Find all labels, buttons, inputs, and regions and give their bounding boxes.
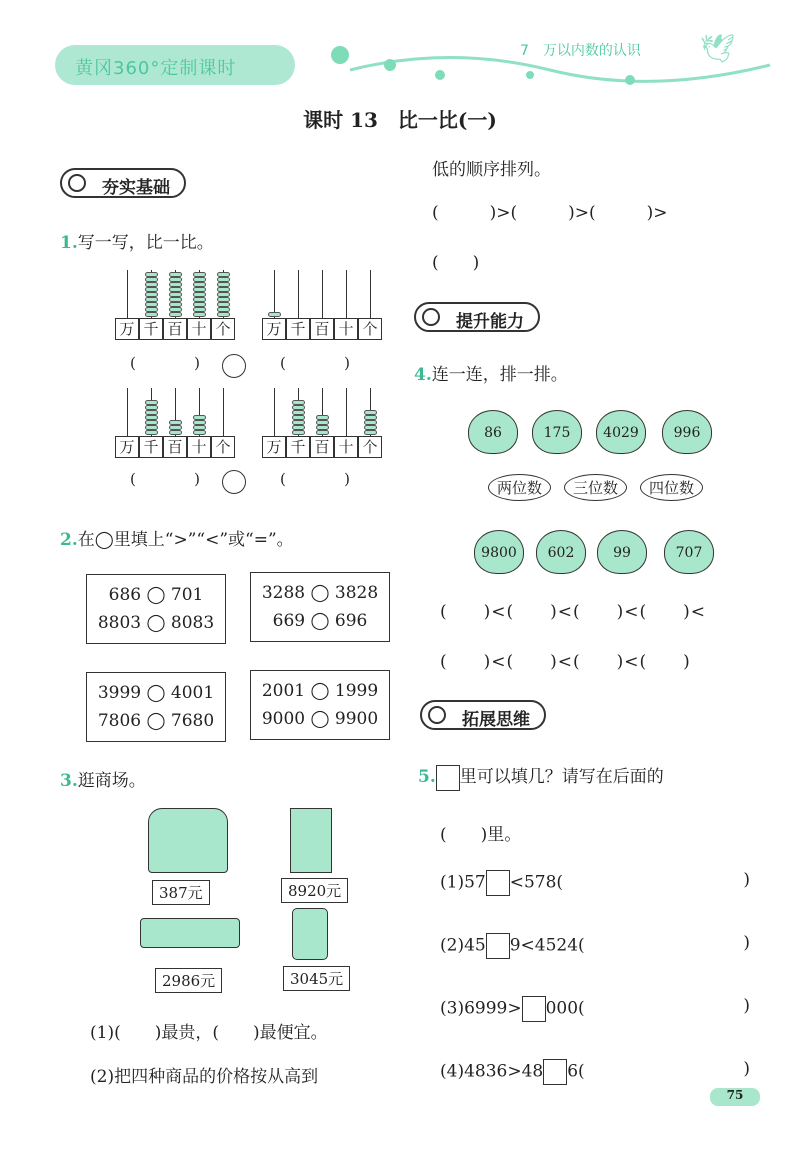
bead bbox=[193, 287, 206, 292]
place-label: 千 bbox=[139, 436, 163, 458]
bead bbox=[292, 415, 305, 420]
q3-sub2-cont: 低的顺序排列。 bbox=[432, 160, 551, 180]
bead bbox=[268, 312, 281, 317]
bead bbox=[292, 420, 305, 425]
bead bbox=[145, 415, 158, 420]
bead bbox=[292, 430, 305, 435]
bead bbox=[217, 272, 230, 277]
q5-number: 5. bbox=[418, 767, 436, 787]
bead bbox=[292, 425, 305, 430]
category-oval[interactable]: 三位数 bbox=[564, 474, 627, 501]
bead bbox=[193, 292, 206, 297]
section-extend: 拓展思维 bbox=[420, 700, 546, 730]
apple-number[interactable]: 175 bbox=[532, 410, 582, 454]
answer-blank[interactable]: ( ) bbox=[130, 470, 200, 488]
place-label: 百 bbox=[310, 318, 334, 340]
bead bbox=[193, 430, 206, 435]
abacus bbox=[115, 388, 235, 468]
q5-text: 里可以填几？请写在后面的 bbox=[459, 767, 664, 787]
answer-blank[interactable]: ( ) bbox=[280, 470, 350, 488]
bead bbox=[145, 307, 158, 312]
shirt-icon bbox=[148, 808, 228, 873]
bead bbox=[292, 400, 305, 405]
page-number: 75 bbox=[710, 1088, 760, 1106]
q3-sub1: (1)( )最贵，( )最便宜。 bbox=[90, 1023, 328, 1043]
price-tag: 2986元 bbox=[155, 968, 222, 993]
compare-card: 2001 ◯ 1999 9000 ◯ 9900 bbox=[250, 670, 390, 740]
bead bbox=[169, 302, 182, 307]
bead bbox=[145, 425, 158, 430]
bead bbox=[316, 420, 329, 425]
apple-number[interactable]: 996 bbox=[662, 410, 712, 454]
abacus bbox=[115, 270, 235, 350]
apple-number[interactable]: 86 bbox=[468, 410, 518, 454]
bead bbox=[217, 302, 230, 307]
bead bbox=[145, 405, 158, 410]
bead bbox=[169, 297, 182, 302]
bead bbox=[193, 302, 206, 307]
compare-circle[interactable] bbox=[222, 470, 246, 494]
q5-text-cont: ( )里。 bbox=[440, 825, 522, 845]
place-label: 万 bbox=[115, 436, 139, 458]
q2-number: 2. bbox=[60, 530, 78, 550]
bead bbox=[145, 277, 158, 282]
bead bbox=[193, 277, 206, 282]
place-label: 十 bbox=[334, 436, 358, 458]
abacus bbox=[262, 270, 382, 350]
answer-blank[interactable]: ( ) bbox=[280, 354, 350, 372]
bead bbox=[217, 277, 230, 282]
bead bbox=[169, 272, 182, 277]
bead bbox=[169, 307, 182, 312]
series-banner: 黄冈360°定制课时 bbox=[55, 45, 295, 85]
bead bbox=[145, 272, 158, 277]
bird-icon: 🕊 bbox=[700, 32, 736, 65]
apple-number[interactable]: 707 bbox=[664, 530, 714, 574]
place-label: 十 bbox=[334, 318, 358, 340]
bead bbox=[145, 292, 158, 297]
place-label: 千 bbox=[286, 436, 310, 458]
phone-icon bbox=[292, 908, 328, 960]
bead bbox=[364, 430, 377, 435]
air-conditioner-icon bbox=[140, 918, 240, 948]
place-label: 个 bbox=[211, 436, 235, 458]
bead bbox=[193, 282, 206, 287]
compare-card: 3999 ◯ 4001 7806 ◯ 7680 bbox=[86, 672, 226, 742]
place-label: 个 bbox=[211, 318, 235, 340]
bead bbox=[193, 312, 206, 317]
bead bbox=[145, 420, 158, 425]
q1-number: 1. bbox=[60, 233, 78, 253]
category-oval[interactable]: 四位数 bbox=[640, 474, 703, 501]
q1-text: 写一写，比一比。 bbox=[77, 233, 214, 253]
q2-text: 在◯里填上“>”“<”或“=”。 bbox=[77, 530, 294, 550]
bead bbox=[292, 410, 305, 415]
bead bbox=[145, 297, 158, 302]
unit-title: 7 万以内数的认识 bbox=[520, 43, 641, 59]
bead bbox=[145, 287, 158, 292]
price-tag: 3045元 bbox=[283, 966, 350, 991]
place-label: 万 bbox=[262, 436, 286, 458]
q4-text: 连一连，排一排。 bbox=[431, 365, 568, 385]
bead bbox=[145, 410, 158, 415]
bead bbox=[217, 297, 230, 302]
section-basic: 夯实基础 bbox=[60, 168, 186, 198]
bead bbox=[169, 425, 182, 430]
q5-item: (2)45 9<4524( ) bbox=[440, 933, 760, 959]
bead bbox=[193, 272, 206, 277]
apple-number[interactable]: 602 bbox=[536, 530, 586, 574]
order-line[interactable]: ( )>( )>( )> bbox=[432, 203, 668, 223]
order-line[interactable]: ( )<( )<( )<( )< bbox=[440, 602, 707, 622]
bead bbox=[364, 425, 377, 430]
apple-number[interactable]: 9800 bbox=[474, 530, 524, 574]
order-line[interactable]: ( ) bbox=[432, 253, 480, 273]
place-label: 百 bbox=[163, 318, 187, 340]
price-tag: 8920元 bbox=[281, 878, 348, 903]
order-line[interactable]: ( )<( )<( )<( ) bbox=[440, 652, 691, 672]
bead bbox=[316, 430, 329, 435]
place-label: 个 bbox=[358, 318, 382, 340]
place-label: 万 bbox=[115, 318, 139, 340]
bead bbox=[217, 287, 230, 292]
place-label: 十 bbox=[187, 318, 211, 340]
bead bbox=[193, 425, 206, 430]
compare-card: 686 ◯ 701 8803 ◯ 8083 bbox=[86, 574, 226, 644]
bead bbox=[217, 312, 230, 317]
place-label: 十 bbox=[187, 436, 211, 458]
q5-item: (1)57 <578( ) bbox=[440, 870, 760, 896]
bead bbox=[193, 420, 206, 425]
blank-box[interactable] bbox=[486, 870, 510, 896]
apple-number[interactable]: 4029 bbox=[596, 410, 646, 454]
bead bbox=[364, 420, 377, 425]
compare-card: 3288 ◯ 3828 669 ◯ 696 bbox=[250, 572, 390, 642]
place-label: 千 bbox=[139, 318, 163, 340]
section-improve: 提升能力 bbox=[414, 302, 540, 332]
bead bbox=[316, 425, 329, 430]
bead bbox=[145, 302, 158, 307]
bead bbox=[193, 415, 206, 420]
blank-box[interactable] bbox=[522, 996, 546, 1022]
compare-circle[interactable] bbox=[222, 354, 246, 378]
bead bbox=[169, 277, 182, 282]
apple-number[interactable]: 99 bbox=[597, 530, 647, 574]
bead bbox=[217, 307, 230, 312]
place-label: 百 bbox=[310, 436, 334, 458]
place-label: 百 bbox=[163, 436, 187, 458]
bead bbox=[169, 312, 182, 317]
q3-number: 3. bbox=[60, 771, 78, 791]
q3-sub2: (2)把四种商品的价格按从高到 bbox=[90, 1067, 319, 1087]
bead bbox=[145, 282, 158, 287]
q5-item: (4)4836>48 6( ) bbox=[440, 1059, 760, 1085]
place-label: 千 bbox=[286, 318, 310, 340]
bead bbox=[364, 415, 377, 420]
bead bbox=[217, 282, 230, 287]
blank-box[interactable] bbox=[486, 933, 510, 959]
refrigerator-icon bbox=[290, 808, 332, 873]
bead bbox=[145, 400, 158, 405]
bead bbox=[193, 297, 206, 302]
category-oval[interactable]: 两位数 bbox=[488, 474, 551, 501]
abacus bbox=[262, 388, 382, 468]
blank-box bbox=[436, 765, 460, 791]
bead bbox=[169, 287, 182, 292]
bead bbox=[292, 405, 305, 410]
page-title: 课时 13 比一比(一) bbox=[303, 108, 497, 132]
bead bbox=[217, 292, 230, 297]
bead bbox=[169, 430, 182, 435]
q3-text: 逛商场。 bbox=[77, 771, 146, 791]
blank-box[interactable] bbox=[543, 1059, 567, 1085]
answer-blank[interactable]: ( ) bbox=[130, 354, 200, 372]
bead bbox=[169, 282, 182, 287]
q4-number: 4. bbox=[414, 365, 432, 385]
bead bbox=[364, 410, 377, 415]
q5-item: (3)6999> 000( ) bbox=[440, 996, 760, 1022]
place-label: 个 bbox=[358, 436, 382, 458]
bead bbox=[193, 307, 206, 312]
bead bbox=[316, 415, 329, 420]
bead bbox=[145, 312, 158, 317]
bead bbox=[145, 430, 158, 435]
bead bbox=[169, 420, 182, 425]
bead bbox=[169, 292, 182, 297]
place-label: 万 bbox=[262, 318, 286, 340]
price-tag: 387元 bbox=[152, 880, 210, 905]
